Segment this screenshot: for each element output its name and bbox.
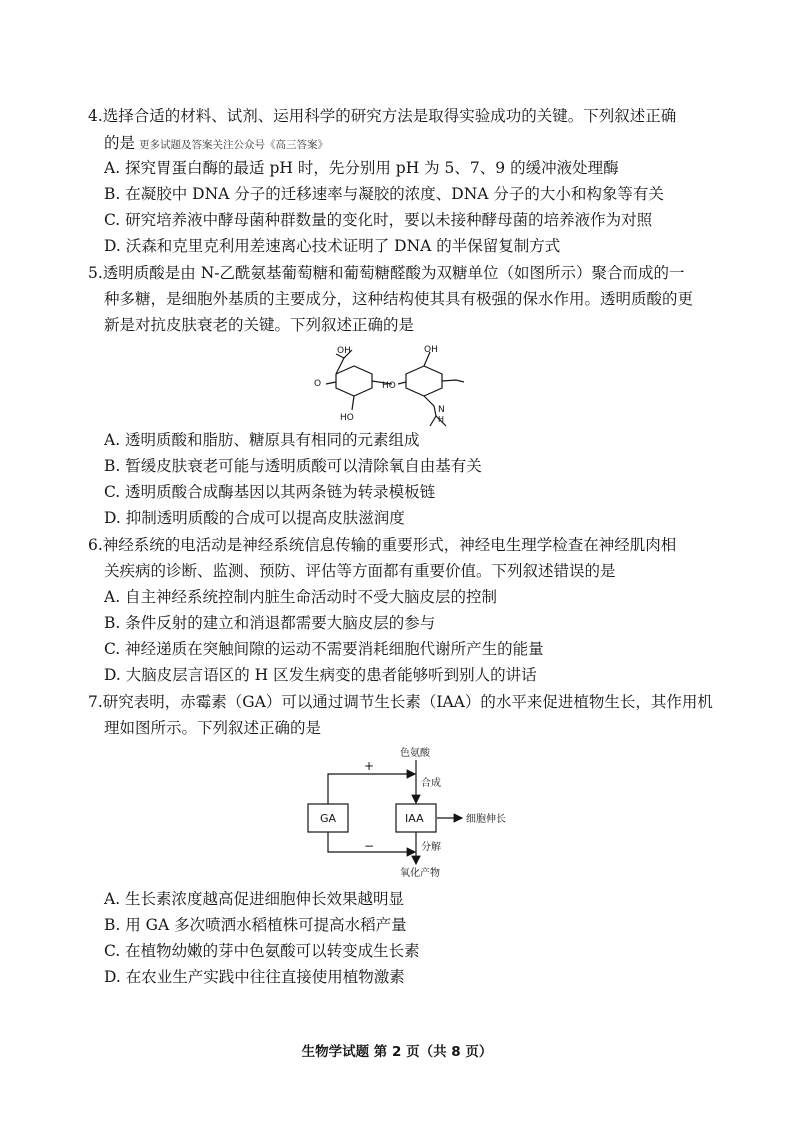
q4-stem-line-2 (104, 133, 328, 155)
diagram-ga: GA (320, 812, 337, 825)
q4-option-b: B. 在凝胶中 DNA 分子的迁移速率与凝胶的浓度、DNA 分子的大小和构象等有关 (104, 185, 664, 203)
diagram-oxidation-product: 氧化产物 (400, 868, 440, 878)
q7-option-d: D. 在农业生产实践中往往直接使用植物激素 (104, 968, 405, 986)
q5-stem-line-2: 种多糖，是细胞外基质的主要成分，这种结构使其具有极强的保水作用。透明质酸的更 (104, 290, 694, 308)
q7-option-c: C. 在植物幼嫩的芽中色氨酸可以转变成生长素 (104, 942, 420, 960)
mol-label-oh-2: OH (424, 345, 438, 355)
q5-stem-line-3: 新是对抗皮肤衰老的关键。下列叙述正确的是 (104, 316, 415, 334)
promo-note: 更多试题及答案关注公众号《高三答案》 (139, 139, 329, 151)
q4-stem-line-1: 4.选择合适的材料、试剂、运用科学的研究方法是取得实验成功的关键。下列叙述正确 (88, 107, 677, 125)
q5-option-d: D. 抑制透明质酸的合成可以提高皮肤滋润度 (104, 509, 405, 527)
q5-option-c: C. 透明质酸合成酶基因以其两条链为转录模板链 (104, 483, 436, 501)
q4-stem-end: 的是 (104, 134, 136, 152)
q4-option-d: D. 沃森和克里克利用差速离心技术证明了 DNA 的半保留复制方式 (104, 237, 561, 255)
q5-option-a: A. 透明质酸和脂肪、糖原具有相同的元素组成 (104, 431, 420, 449)
diagram-synthesis: 合成 (421, 778, 441, 789)
q6-option-b: B. 条件反射的建立和消退都需要大脑皮层的参与 (104, 614, 436, 632)
q4-option-a: A. 探究胃蛋白酶的最适 pH 时，先分别用 pH 为 5、7、9 的缓冲液处理酶 (104, 159, 619, 177)
q6-stem-line-2: 关疾病的诊断、监测、预防、评估等方面都有重要价值。下列叙述错误的是 (104, 562, 616, 580)
diagram-cell-elongation: 细胞伸长 (466, 814, 506, 825)
diagram-tryptophan: 色氨酸 (400, 748, 430, 759)
q5-option-b: B. 暂缓皮肤衰老可能与透明质酸可以清除氧自由基有关 (104, 457, 482, 475)
mol-label-o-minus: O (314, 379, 322, 389)
q5-stem-line-1: 5.透明质酸是由 N-乙酰氨基葡萄糖和葡萄糖醛酸为双糖单位（如图所示）聚合而成的一 (88, 264, 685, 282)
q6-option-a: A. 自主神经系统控制内脏生命活动时不受大脑皮层的控制 (104, 588, 498, 606)
q7-option-b: B. 用 GA 多次喷洒水稻植株可提高水稻产量 (104, 916, 407, 934)
q4-option-c: C. 研究培养液中酵母菌种群数量的变化时，要以未接种酵母菌的培养液作为对照 (104, 211, 653, 229)
mol-label-n: N (438, 405, 445, 415)
mol-label-ho-2: HO (382, 381, 396, 391)
q7-stem-line-1: 7.研究表明，赤霉素（GA）可以通过调节生长素（IAA）的水平来促进植物生长，其作用机 (88, 693, 713, 711)
diagram-plus: + (364, 759, 375, 773)
q6-option-c: C. 神经递质在突触间隙的运动不需要消耗细胞代谢所产生的能量 (104, 640, 544, 658)
q6-option-d: D. 大脑皮层言语区的 H 区发生病变的患者能够听到别人的讲话 (104, 666, 537, 684)
diagram-minus: − (364, 839, 375, 853)
mol-label-oh-1: OH (337, 346, 351, 356)
mol-label-ho-1: HO (340, 413, 354, 423)
diagram-iaa: IAA (405, 812, 424, 825)
ga-iaa-mechanism-diagram (300, 746, 530, 878)
mol-label-h: H (438, 415, 445, 424)
q7-option-a: A. 生长素浓度越高促进细胞伸长效果越明显 (104, 890, 405, 908)
hyaluronic-acid-structure (306, 344, 486, 430)
page-footer: 生物学试题 第 2 页（共 8 页） (301, 1044, 493, 1060)
q7-stem-line-2: 理如图所示。下列叙述正确的是 (104, 719, 322, 737)
q6-stem-line-1: 6.神经系统的电活动是神经系统信息传输的重要形式，神经电生理学检查在神经肌肉相 (88, 536, 677, 554)
diagram-breakdown: 分解 (421, 842, 441, 853)
